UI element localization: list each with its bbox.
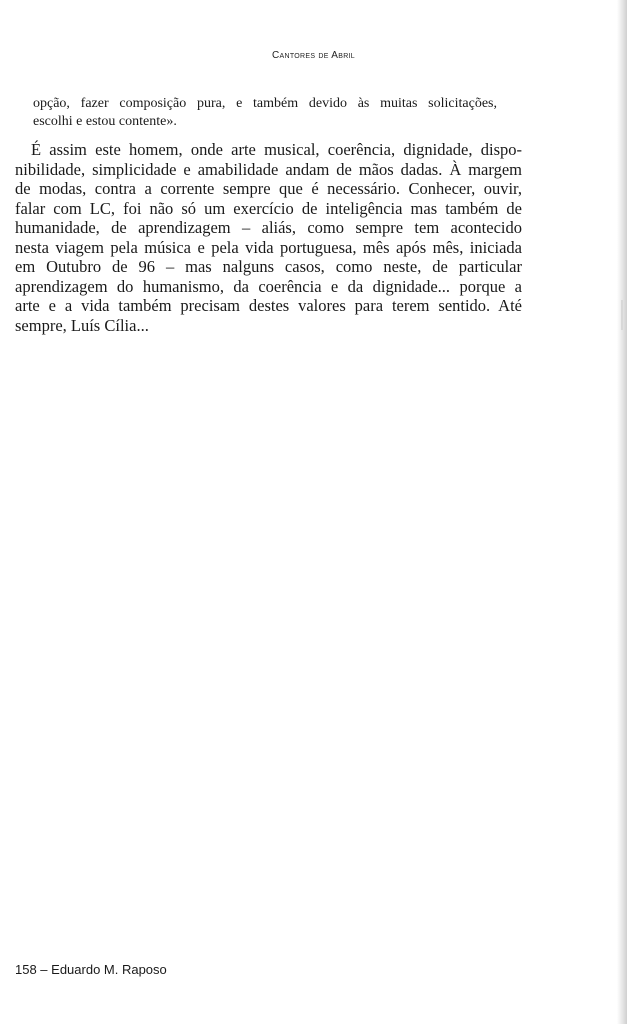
paragraph-line: nibilidade, simplicidade e amabilidade andam de mãos dadas. À margem <box>15 159 522 179</box>
paragraph-line: nesta viagem pela música e pela vida portuguesa, mês após mês, iniciada <box>15 237 522 257</box>
paragraph-line: aprendizagem do humanismo, da coerência e da dignidade... porque a <box>15 276 522 296</box>
body-paragraph <box>15 140 522 335</box>
paragraph-line: arte e a vida também precisam destes valores para terem sentido. Até <box>15 296 522 315</box>
paragraph-line: falar com LC, foi não só um exercício de inteligência mas também de <box>15 198 522 218</box>
paragraph-line: sempre, Luís Cília... <box>15 315 149 335</box>
quote-line: escolhi e estou contente». <box>33 114 177 129</box>
page-edge-mark <box>621 300 623 330</box>
paragraph-line: em Outubro de 96 – mas nalguns casos, como neste, de particular <box>15 257 522 276</box>
paragraph-line: de modas, contra a corrente sempre que é necessário. Conhecer, ouvir, <box>15 179 522 198</box>
quote-continuation <box>33 95 497 131</box>
quote-line: opção, fazer composição pura, e também devido às muitas solicitações, <box>33 96 497 111</box>
paragraph-line: humanidade, de aprendizagem – aliás, como sempre tem acontecido <box>15 218 522 237</box>
page-footer: 158 – Eduardo M. Raposo <box>15 962 167 977</box>
paragraph-line: É assim este homem, onde arte musical, coerência, dignidade, dispo- <box>31 140 522 159</box>
running-header: Cantores de Abril <box>272 50 355 61</box>
page-edge-shadow <box>617 0 627 1024</box>
